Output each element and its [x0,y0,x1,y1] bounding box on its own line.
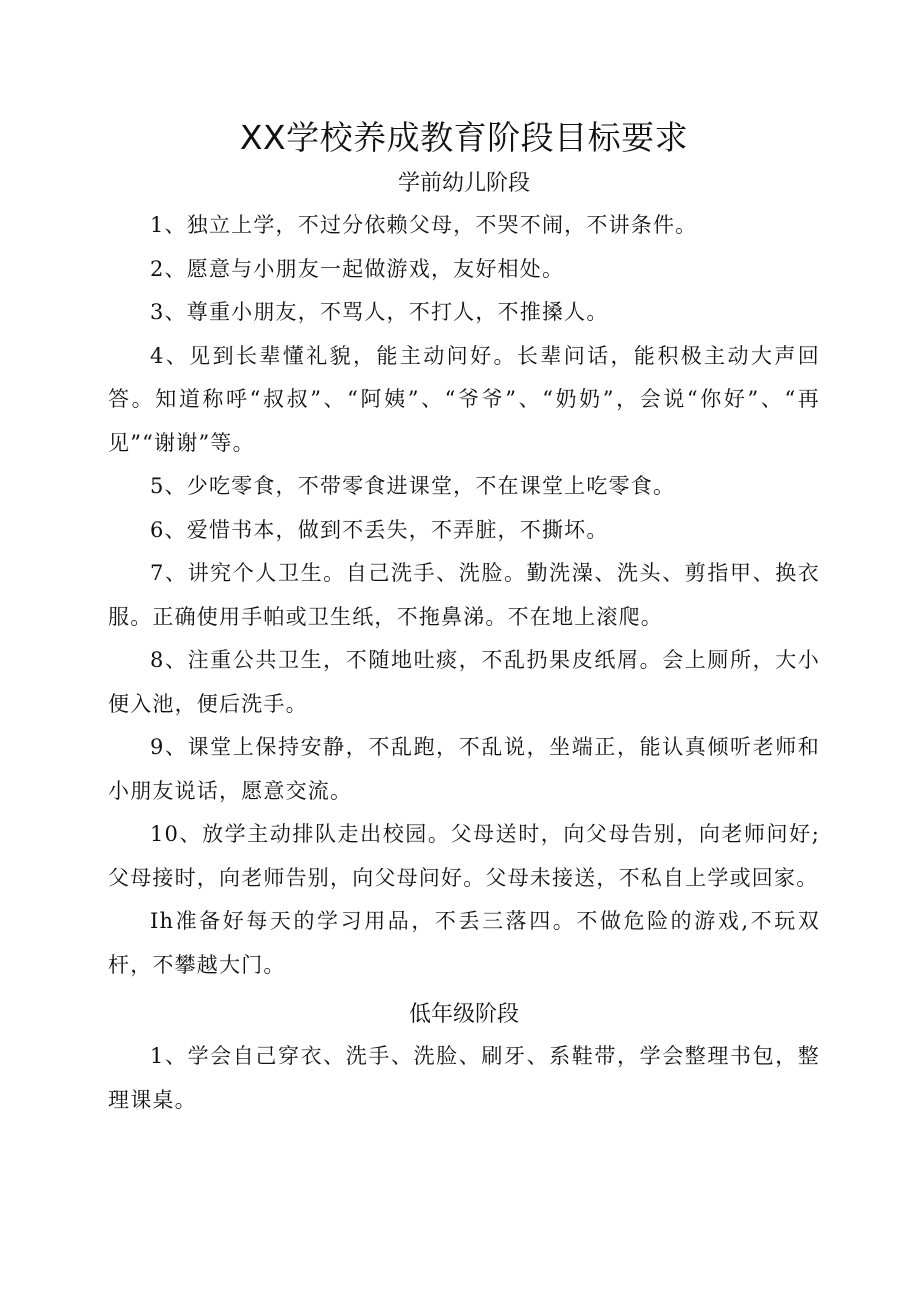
list-item: 2、愿意与小朋友一起做游戏，友好相处。 [150,256,565,281]
list-item: 10、放学主动排队走出校园。父母送时，向父母告别，向老师问好;父母接时，向老师告别，向父母问好。父母未接送，不私自上学或回家。 [108,822,820,890]
document-page [108,112,820,1122]
list-item: 1、独立上学，不过分依赖父母，不哭不闹，不讲条件。 [150,213,698,237]
lower-grade-requirements-list [108,1035,820,1122]
list-item: 7、讲究个人卫生。自己洗手、洗脸。勤洗澡、洗头、剪指甲、换衣服。正确使用手帕或卫生纸，不拖鼻涕。不在地上滚爬。 [108,561,820,629]
list-item: 8、注重公共卫生，不随地吐痰，不乱扔果皮纸屑。会上厕所，大小便入池，便后洗手。 [108,648,820,716]
list-item: 9、课堂上保持安静，不乱跑，不乱说，坐端正，能认真倾听老师和小朋友说话，愿意交流。 [108,735,820,803]
section-heading-lower-grade: 低年级阶段 [408,1002,519,1027]
section-heading-preschool: 学前幼儿阶段 [397,171,530,196]
list-item: 5、少吃零食，不带零食进课堂，不在课堂上吃零食。 [150,474,676,498]
list-item: 6、爱惜书本，做到不丢失，不弄脏，不撕坏。 [150,517,609,542]
list-item: 1、学会自己穿衣、洗手、洗脸、刷牙、系鞋带，学会整理书包，整理课桌。 [108,1044,820,1112]
document-title: XX学校养成教育阶段目标要求 [239,118,689,157]
preschool-requirements-list [108,204,820,987]
list-item: 3、尊重小朋友，不骂人，不打人，不推搡人。 [150,300,609,324]
list-item: Ih准备好每天的学习用品，不丢三落四。不做危险的游戏,不玩双杆，不攀越大门。 [108,909,820,977]
list-item: 4、见到长辈懂礼貌，能主动问好。长辈问话，能积极主动大声回答。知道称呼“叔叔”、“阿姨”、“爷爷”、“奶奶”，会说“你好”、“再见”“谢谢”等。 [108,343,820,455]
